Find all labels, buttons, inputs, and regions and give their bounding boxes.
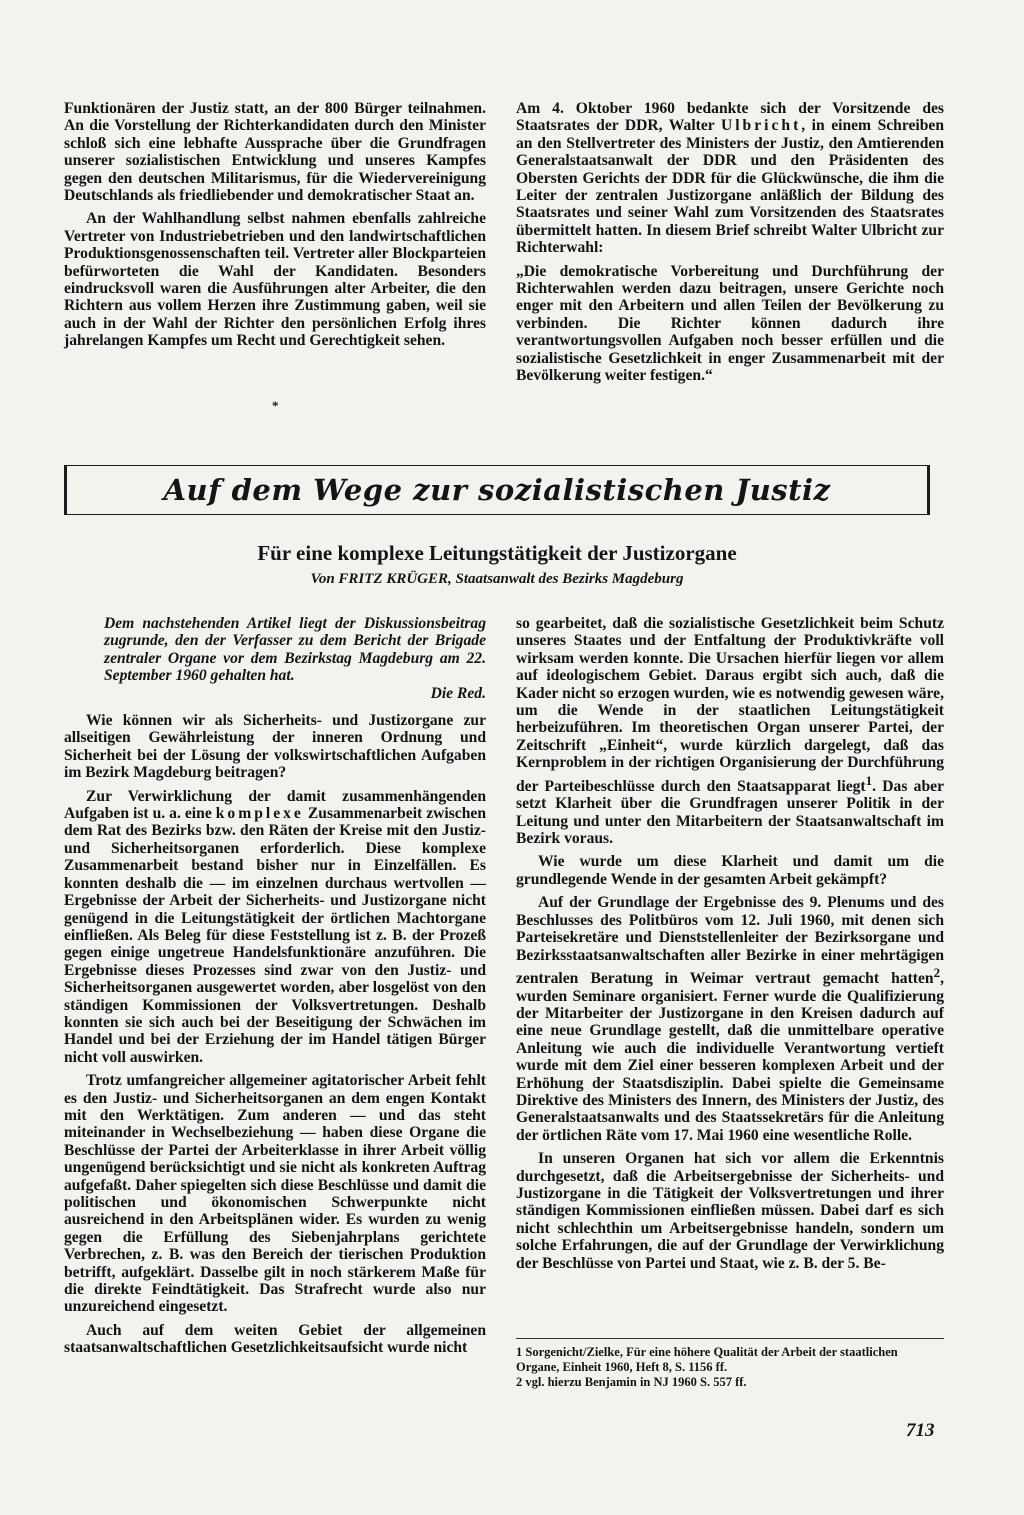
paragraph: Auf der Grundlage der Ergebnisse des 9. Plenums und des Beschlusses des Politbüros vom 12. Juli 1960, mit denen sich Parteisekretäre und Dienststellenleiter der Bezirksorgane und Bezirksstaatsanwaltschaften aller Bezirke in einer mehrtägigen zentralen Beratung in Weimar vertraut gemacht hatten$^2$, wurden Seminare organisiert. Ferner wurde die Qualifizierung der Mitarbeiter der Justizorgane in den Kreisen dadurch auf eine neue Grundlage gestellt, daß die unmittelbare operative Anleitung wie auch die individuelle Verantwortung vertieft wurde mit dem Ziel einer besseren komplexen Arbeit und der Erhöhung der Staatsdisziplin. Dabei spielte die Gemeinsame Direktive des Ministers des Innern, des Ministers der Justiz, des Generalstaatsanwalts und des Staatssekretärs für die Anleitung der örtlichen Räte vom 17. Mai 1960 eine wesentliche Rolle. — [516, 894, 944, 1144]
footnote-ref: 2 — [933, 964, 941, 980]
quotation: „Die demokratische Vorbereitung und Durchführung der Richterwahlen werden dazu beitragen, unsere Gerichte noch enger mit den Arbeitern und allen Teilen der Bevölkerung zu verbinden. Die Richter können dadurch ihre verantwortungsvollen Aufgaben noch besser erfüllen und die sozialistische Gesetzlichkeit in enger Zusammenarbeit mit der Bevölkerung weiter festigen.“ — [516, 262, 944, 385]
paragraph: An der Wahlhandlung selbst nahmen ebenfalls zahlreiche Vertreter von Industriebetrieben und den landwirtschaftlichen Produktionsgenossenschaften teil. Vertreter aller Blockparteien befürworteten die Wahl der Kandidaten. Besonders eindrucksvoll waren die Ausführungen alter Arbeiter, die den Richtern aus vollem Herzen ihre Zustimmung gaben, weil sie auch in der Wahl der Richter den persönlichen Erfolg ihres jahrelangen Kampfes um Recht und Gerechtigkeit sehen. — [64, 210, 486, 350]
spaced-word: komplexe — [215, 805, 304, 823]
paragraph: Trotz umfangreicher allgemeiner agitatorischer Arbeit fehlt es den Justiz- und Sicherheitsorganen an dem engen Kontakt mit den Werktätigen. Zum anderen — und das steht miteinander in Wechselbeziehung — haben diese Organe die Beschlüsse der Partei der Arbeiterklasse in ihrer Arbeit völlig ungenügend berücksichtigt und sie nicht als konkreten Auftrag aufgefaßt. Daher spiegelten sich diese Beschlüsse und damit die politischen und ökonomischen Schwerpunkte nicht ausreichend in den Arbeitsplänen wider. Es wurden zu wenig gegen die Erfüllung des Siebenjahrplans gerichtete Verbrechen, z. B. was den Bereich der tierischen Produktion betrifft, aufgeklärt. Dasselbe gilt in noch stärkerem Maße für die direkte Feindtätigkeit. Das Strafrecht wurde also nur unzureichend eingesetzt. — [64, 1072, 486, 1316]
paragraph: Zur Verwirklichung der damit zusammenhängenden Aufgaben ist u. a. eine komplexe Zusammenarbeit zwischen dem Rat des Bezirks bzw. den Räten der Kreise mit den Justiz- und Sicherheitsorganen erforderlich. Diese komplexe Zusammenarbeit bestand bisher nur in Einzelfällen. Es konnten deshalb die — im einzelnen durchaus wertvollen — Ergebnisse der Arbeit der Sicherheits- und Justizorgane nicht genügend in die Leitungstätigkeit der örtlichen Machtorgane einfließen. Als Beleg für diese Feststellung ist z. B. der Prozeß gegen einige ungetreue Handelsfunktionäre anzuführen. Die Ergebnisse dieses Prozesses sind zwar von den Justiz- und Sicherheitsorganen ausgewertet worden, aber losgelöst von den ständigen Kommissionen der Volksvertretungen. Deshalb konnten sie sich auch bei der Beseitigung der Schwächen im Handel und bei der Erziehung der im Handel tätigen Bürger nicht voll auswirken. — [64, 787, 486, 1066]
section-banner — [64, 465, 930, 515]
article-byline: Von FRITZ KRÜGER, Staatsanwalt des Bezirks Magdeburg — [310, 571, 684, 587]
paragraph: Am 4. Oktober 1960 bedankte sich der Vorsitzende des Staatsrates der DDR, Walter Ulbricht, in einem Schreiben an den Stellvertreter des Ministers der Justiz, den Amtierenden Generalstaatsanwalt der DDR und den Präsidenten des Obersten Gerichts der DDR für die Glückwünsche, die ihm die Leiter der zentralen Justizorgane anläßlich der Bildung des Staatsrates und seiner Wahl zum Vorsitzenden des Staatsrates übermittelt hatten. In diesem Brief schreibt Walter Ulbricht zur Richterwahl: — [516, 100, 944, 257]
paragraph: Wie wurde um diese Klarheit und damit um die grundlegende Wende in der gesamten Arbeit gekämpft? — [516, 853, 944, 888]
paragraph: so gearbeitet, daß die sozialistische Gesetzlichkeit beim Schutz unseres Staates und der Entfaltung der Produktivkräfte voll wirksam werden konnte. Die Ursachen hierfür liegen vor allem auf ideologischem Gebiet. Daraus ergibt sich auch, daß die Kader nicht so erzogen wurden, wie es notwendig gewesen wäre, um die Wende in der staatlichen Leitungstätigkeit herbeizuführen. Im theoretischen Organ unserer Partei, der Zeitschrift „Einheit“, wurde kürzlich dargelegt, daß das Kernproblem in der richtigen Organisierung der Durchführung der Parteibeschlüsse durch den Staatsapparat liegt$^1$. Das aber setzt Klarheit über die Grundfragen unserer Politik in der Leitung und unter den Mitarbeitern der Staatsanwaltschaft im Bezirk voraus. — [516, 615, 944, 848]
editorial-note — [64, 615, 486, 702]
article-left-column — [64, 615, 486, 1363]
paragraph: In unseren Organen hat sich vor allem die Erkenntnis durchgesetzt, daß die Arbeitsergebnisse der Sicherheits- und Justizorgane in die Tätigkeit der Volksvertretungen und ihrer ständigen Kommissionen einfließen müssen. Dabei darf es sich nicht schlechthin um Arbeitsergebnisse handeln, sondern um solche Erfahrungen, die auf der Grundlage der Verwirklichung der Beschlüsse von Partei und Staat, wie z. B. der 5. Be- — [516, 1150, 944, 1272]
editorial-note-text: Dem nachstehenden Artikel liegt der Diskussionsbeitrag zugrunde, den der Verfasser zu dem Bericht der Brigade zentraler Organe vor dem Bezirkstag Magdeburg am 22. September 1960 gehalten hat. — [104, 615, 486, 685]
editorial-signature: Die Red. — [430, 684, 486, 702]
paragraph: Auch auf dem weiten Gebiet der allgemeinen staatsanwaltschaftlichen Gesetzlichkeitsaufsicht wurde nicht — [64, 1321, 486, 1357]
page-number: 713 — [906, 1420, 935, 1441]
article-right-column — [516, 615, 944, 1278]
top-right-column — [516, 100, 944, 391]
paragraph: Funktionären der Justiz statt, an der 800 Bürger teilnahmen. An die Vorstellung der Richterkandidaten durch den Minister schloß sich eine lebhafte Aussprache über die Grundfragen unserer sozialistischen Entwicklung und unseres Kampfes gegen den deutschen Militarismus, für die Wiedervereinigung Deutschlands als friedliebender und demokratischer Staat an. — [64, 100, 486, 205]
banner-title: Auf dem Wege zur sozialistischen Justiz — [163, 473, 831, 507]
section-separator: * — [272, 398, 279, 413]
paragraph: Wie können wir als Sicherheits- und Justizorgane zur allseitigen Gewährleistung der inneren Ordnung und Sicherheit bei der Lösung der volkswirtschaftlichen Aufgaben im Bezirk Magdeburg beitragen? — [64, 712, 486, 782]
footnote: 1 Sorgenicht/Zielke, Für eine höhere Qualität der Arbeit der staatlichen Organe, Einheit 1960, Heft 8, S. 1156 ff. — [516, 1345, 898, 1374]
footnotes — [516, 1338, 944, 1390]
top-left-column — [64, 100, 486, 356]
spaced-name: Ulbricht — [720, 117, 802, 135]
footnote-ref: 1 — [865, 772, 873, 788]
footnote: 2 vgl. hierzu Benjamin in NJ 1960 S. 557 ff. — [516, 1375, 747, 1389]
article-headline: Für eine komplexe Leitungstätigkeit der Justizorgane — [257, 541, 737, 565]
